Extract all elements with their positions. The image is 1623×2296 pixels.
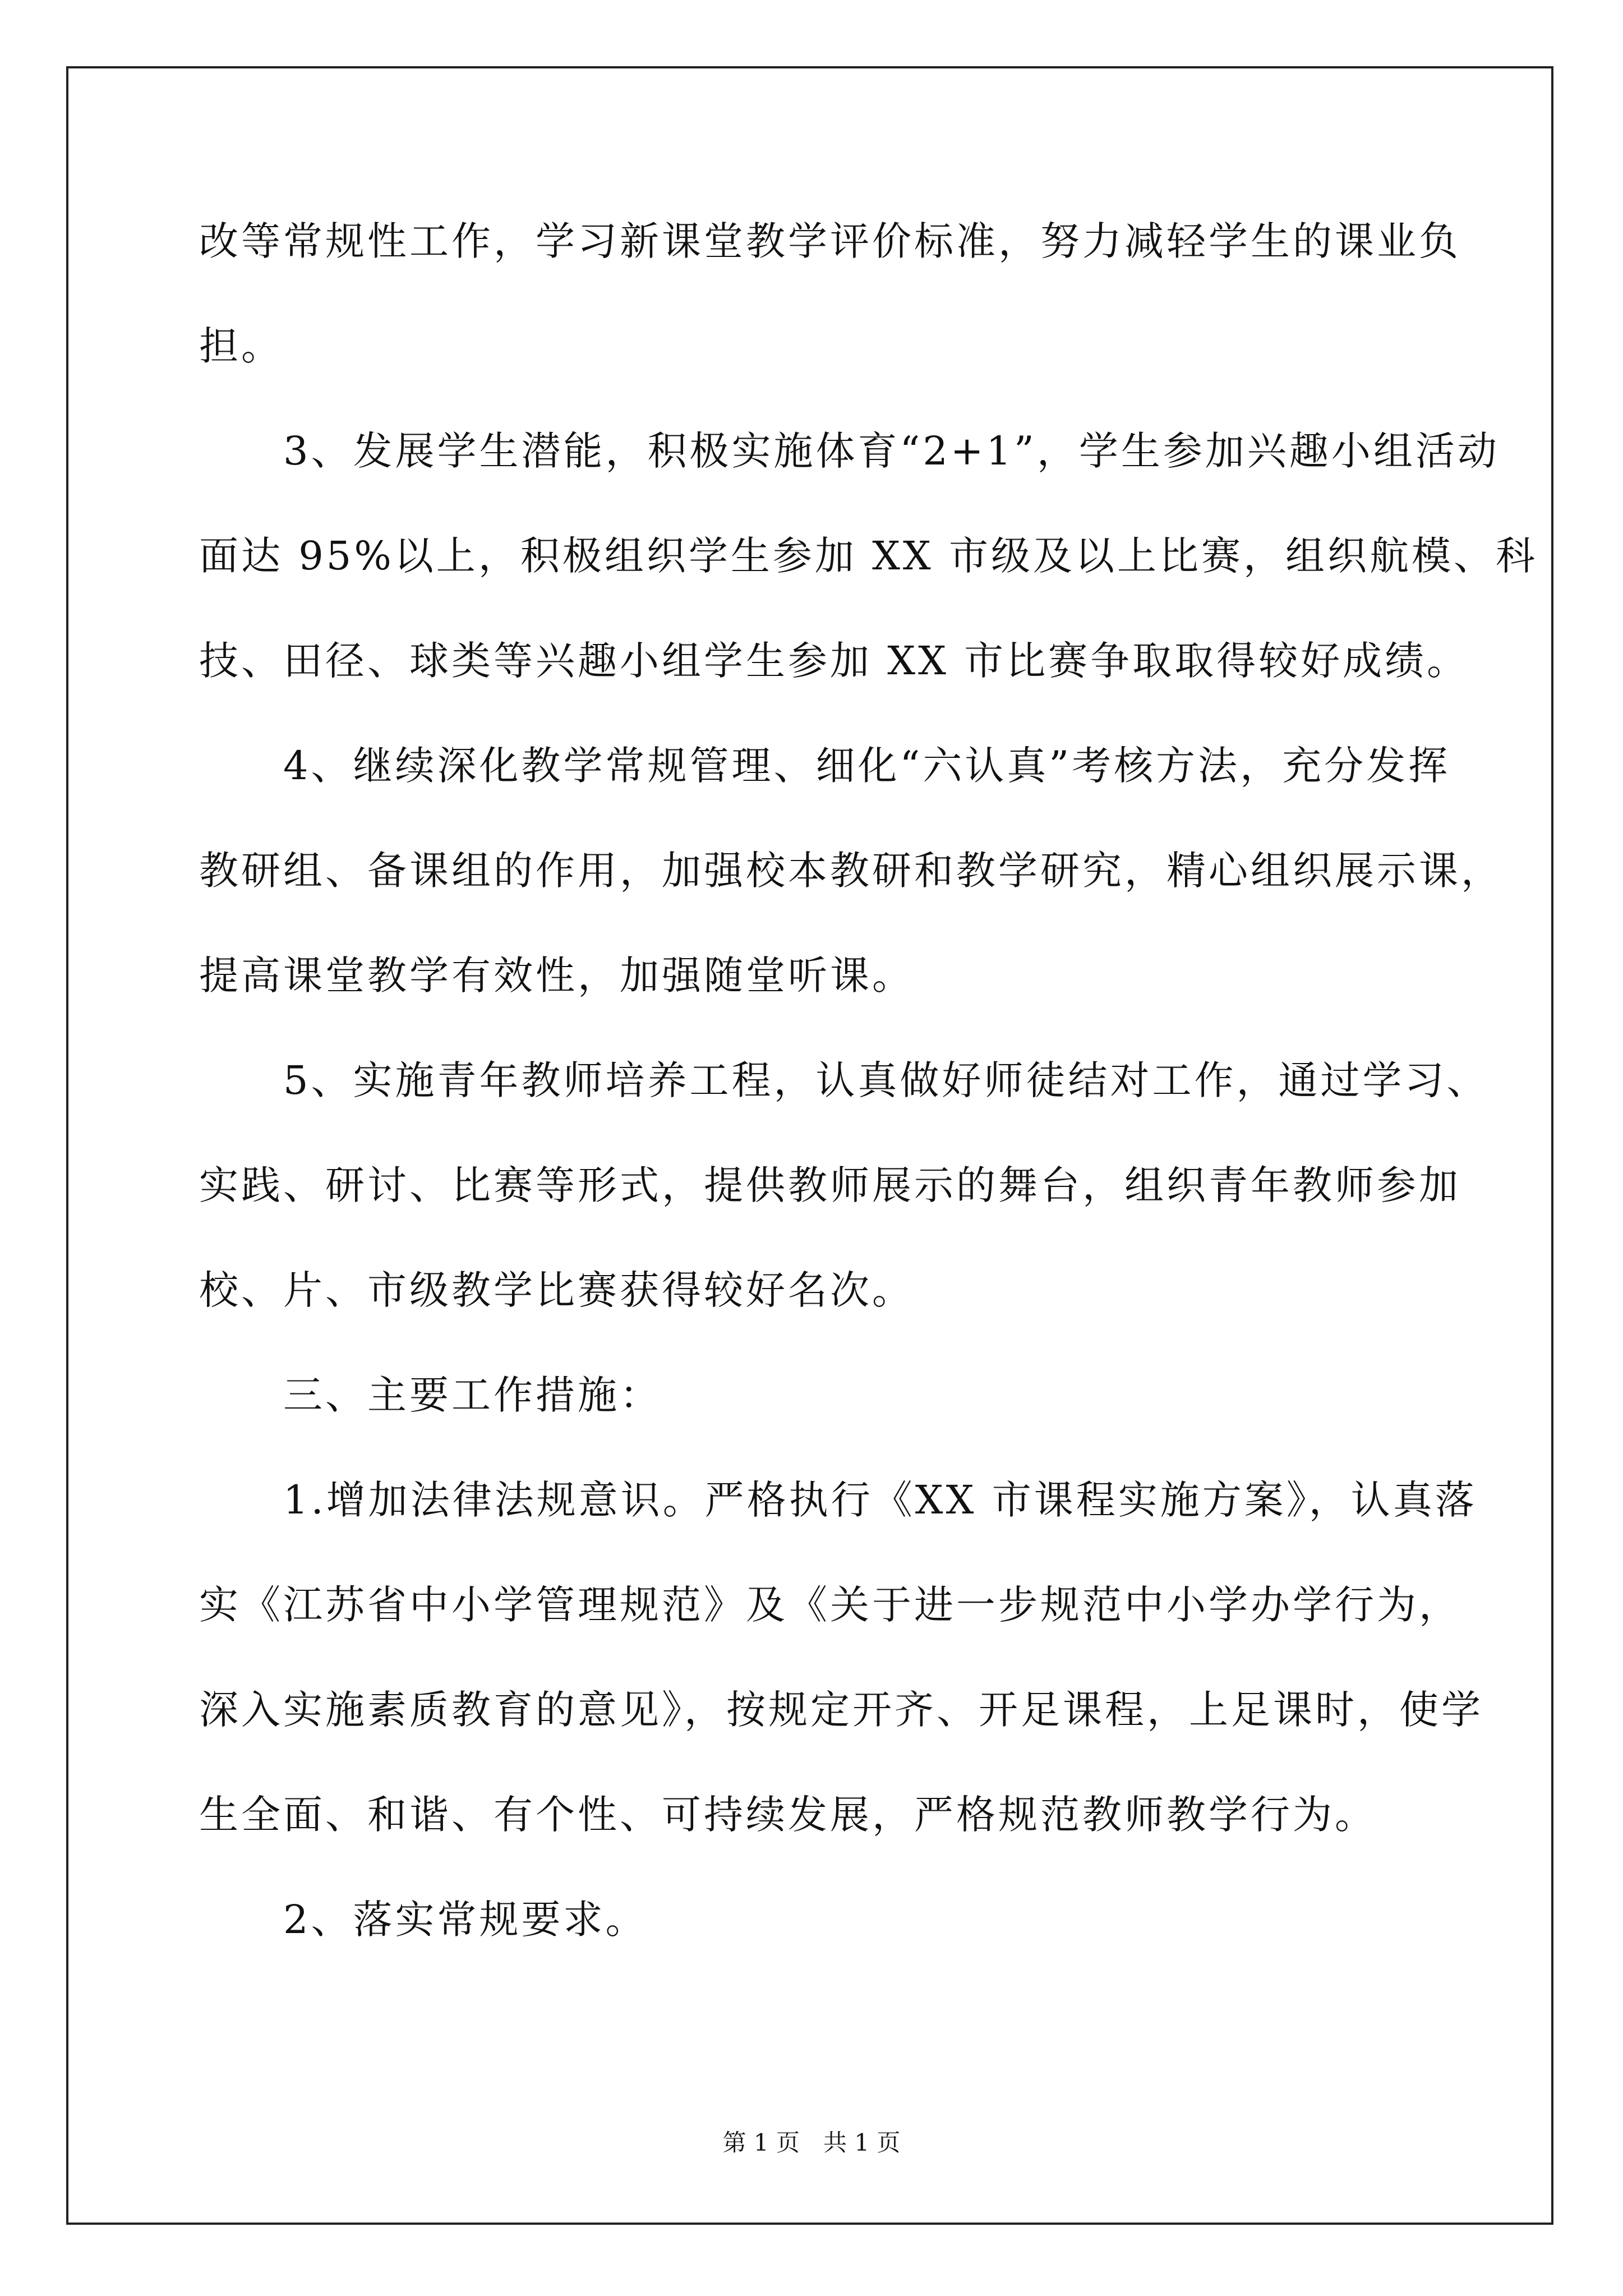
text-line-7: 教研组、备课组的作用，加强校本教研和教学研究，精心组织展示课，	[199, 848, 1503, 894]
text-line-16: 生全面、和谐、有个性、可持续发展，严格规范教师教学行为。	[199, 1792, 1377, 1838]
text-line-9: 5、实施青年教师培养工程，认真做好师徒结对工作，通过学习、	[199, 1057, 1489, 1103]
section-heading: 三、主要工作措施：	[199, 1372, 662, 1418]
text-line-2: 担。	[199, 323, 283, 369]
text-line-14: 实《江苏省中小学管理规范》及《关于进一步规范中小学办学行为，	[199, 1582, 1461, 1628]
text-line-8: 提高课堂教学有效性，加强随堂听课。	[199, 953, 914, 999]
text-line-1: 改等常规性工作，学习新课堂教学评价标准，努力减轻学生的课业负	[199, 218, 1461, 264]
text-line-4: 面达 95%以上，积极组织学生参加 XX 市级及以上比赛，组织航模、科	[199, 533, 1538, 579]
text-line-17: 2、落实常规要求。	[199, 1897, 648, 1943]
text-line-6: 4、继续深化教学常规管理、细化“六认真”考核方法，充分发挥	[199, 743, 1451, 789]
text-line-13: 1.增加法律法规意识。严格执行《XX 市课程实施方案》，认真落	[199, 1477, 1477, 1523]
text-line-15: 深入实施素质教育的意见》，按规定开齐、开足课程，上足课时，使学	[199, 1687, 1483, 1733]
text-line-5: 技、田径、球类等兴趣小组学生参加 XX 市比赛争取取得较好成绩。	[199, 638, 1469, 684]
text-line-11: 校、片、市级教学比赛获得较好名次。	[199, 1267, 914, 1313]
text-line-3: 3、发展学生潜能，积极实施体育“2+1”，学生参加兴趣小组活动	[199, 428, 1500, 474]
text-line-10: 实践、研讨、比赛等形式，提供教师展示的舞台，组织青年教师参加	[199, 1162, 1461, 1208]
page-footer: 第 1 页 共 1 页	[722, 2129, 901, 2156]
